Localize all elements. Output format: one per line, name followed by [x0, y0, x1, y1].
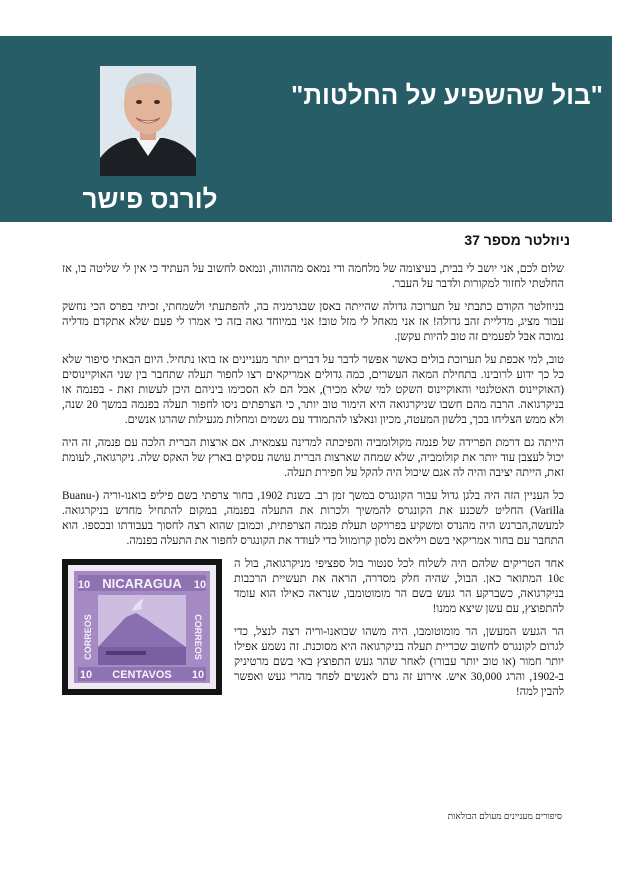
article-body	[62, 262, 564, 708]
paragraph: שלום לכם, אני יושב לי בבית, בעיצומה של מלחמה ודי נמאס מההווה, ונמאס לחשוב על העתיד כי אין לי שליטה בו, אז החלטתי לחזור למקורות ולדבר על העבר.	[62, 263, 564, 290]
paragraph: בניוזלטר הקודם כתבתי על תערוכה גדולה שהייתה באסן שבגרמניה בה, להפתעתי ולשמחתי, זכיתי בפרס הכי נחשק עבור מציג, מדליית זהב גדולה! אז אני מאחל לי מזל טוב! אני במיוחד גאה בזה כי אמרו לי פעם שלא אתקדם מדליה נמוכה אבל לפעמים זה טוב להיות עקשן.	[62, 301, 564, 343]
stamp-side-text: CORREOS	[193, 614, 203, 660]
stamp-value: 10	[191, 669, 205, 681]
paragraph: הר הגעש המעשן, הר מומוטומבו, היה משהו שבואנו-וריה רצה לנצל, כדי לגרום לקונגרס לחשוב שכריית תעלה בניקרגואה היא מסוכנת. זה נשמע אפילו יותר חמור (או טוב יותר עבורו) לאחר שהר געש התפוצץ באי בשם מרטיניק ב-1902, והרג 30,000 איש. אירוע זה גרם לאנשים לפחד מהרי געש ואפשר להבין למה!	[234, 626, 565, 698]
paragraph: טוב, למי אכפת על תערוכת בולים כאשר אפשר לדבר על דברים יותר מעניינים אז בואו נתחיל. היום הבאתי סיפור שלא כל כך ידוע לרובינו. בתחילת המאה העשרים, כמה גדולים אמריקאים רצו לחפור תעלה שתחבר בין שני האוקיינוסים (האוקיינוס האטלנטי והאוקיינוס השקט למי שלא מכיר), אבל הם לא הסכימו ביניהם היכן לעשות זאת - בפנמה או בניקרגואה. הרבה מהם חשבו שניקרגואה היא הימור טוב יותר, כי הצרפתים ניסו לחפור תעלה בפנמה במשך 20 שנה, ולא ממש הצליחו בכך, בלשון המעטה, מכיון ונאלצו להתמודד עם גשמים ומחלות מגעילות שהרגו אנשים.	[62, 354, 564, 426]
paragraph: כל העניין הזה היה בלגן גדול עבור הקונגרס במשך זמן רב. בשנת 1902, בחור צרפתי בשם פיליפ בואנו-וריה (Buanu-Varilla) החליט לשכנע את הקונגרס להמשיך ולכרות את התעלה בפנמה, במקום להתחיל מחדש בניקרגואה. למעשה,הברנש היה מהנדס ומשקיע בפרויקט תעלת פנמה הצרפתית, וכמובן שהוא רצה לחסוך בעבודתו ובכספו. הוא התחבר עם בחור אמריקאי בשם ויליאם נלסון קרומוול כדי לעודד את הקונגרס לחפור את התעלה בפנמה.	[62, 490, 565, 547]
header-banner	[0, 36, 612, 222]
stamp-image	[62, 559, 222, 695]
paragraph: אחד הטריקים שלהם היה לשלוח לכל סנטור בול ספציפי מניקרגואה, בול ה 10c המתואר כאן. הבול, שהיה חלק מסדרה, הראה את תעשיית הרכבות בניקרגואה, כשברקע הר געש בשם הר מומוטומבו, שנראה כאילו הוא עומד להתפוצץ, עם עשן שיצא ממנו!	[234, 558, 564, 615]
nicaragua-stamp	[62, 559, 222, 695]
author-photo	[100, 66, 196, 176]
stamp-value: 10	[77, 579, 91, 591]
author-name: לורנס פישר	[82, 184, 218, 214]
stamp-side-text: CORREOS	[83, 614, 93, 660]
footer-caption: סיפורים מעניינים מעולם הבולאות	[447, 811, 562, 821]
newsletter-title: "בול שהשפיע על החלטות"	[291, 80, 603, 110]
stamp-denomination: CENTAVOS	[112, 669, 172, 681]
issue-number: ניוזלטר מספר 37	[464, 232, 570, 248]
author-portrait-image	[100, 66, 196, 176]
stamp-country: NICARAGUA	[102, 576, 182, 591]
paragraph: הייתה גם דרמת הפרידה של פנמה מקולומביה והפיכתה למדינה עצמאית. אם ארצות הברית הלכה עם פנמה, זה היה יכול לעצבן עוד יותר את קולומביה, שלא שמחה שארצות הברית עושה עסקים בארץ של האקס שלה. ניקרגואה, לעומת זאת, הייתה יציבה והיה לה אגם שיכול היה להקל על חפירת תעלה.	[62, 437, 564, 479]
stamp-value: 10	[193, 579, 207, 591]
stamp-value: 10	[79, 669, 93, 681]
